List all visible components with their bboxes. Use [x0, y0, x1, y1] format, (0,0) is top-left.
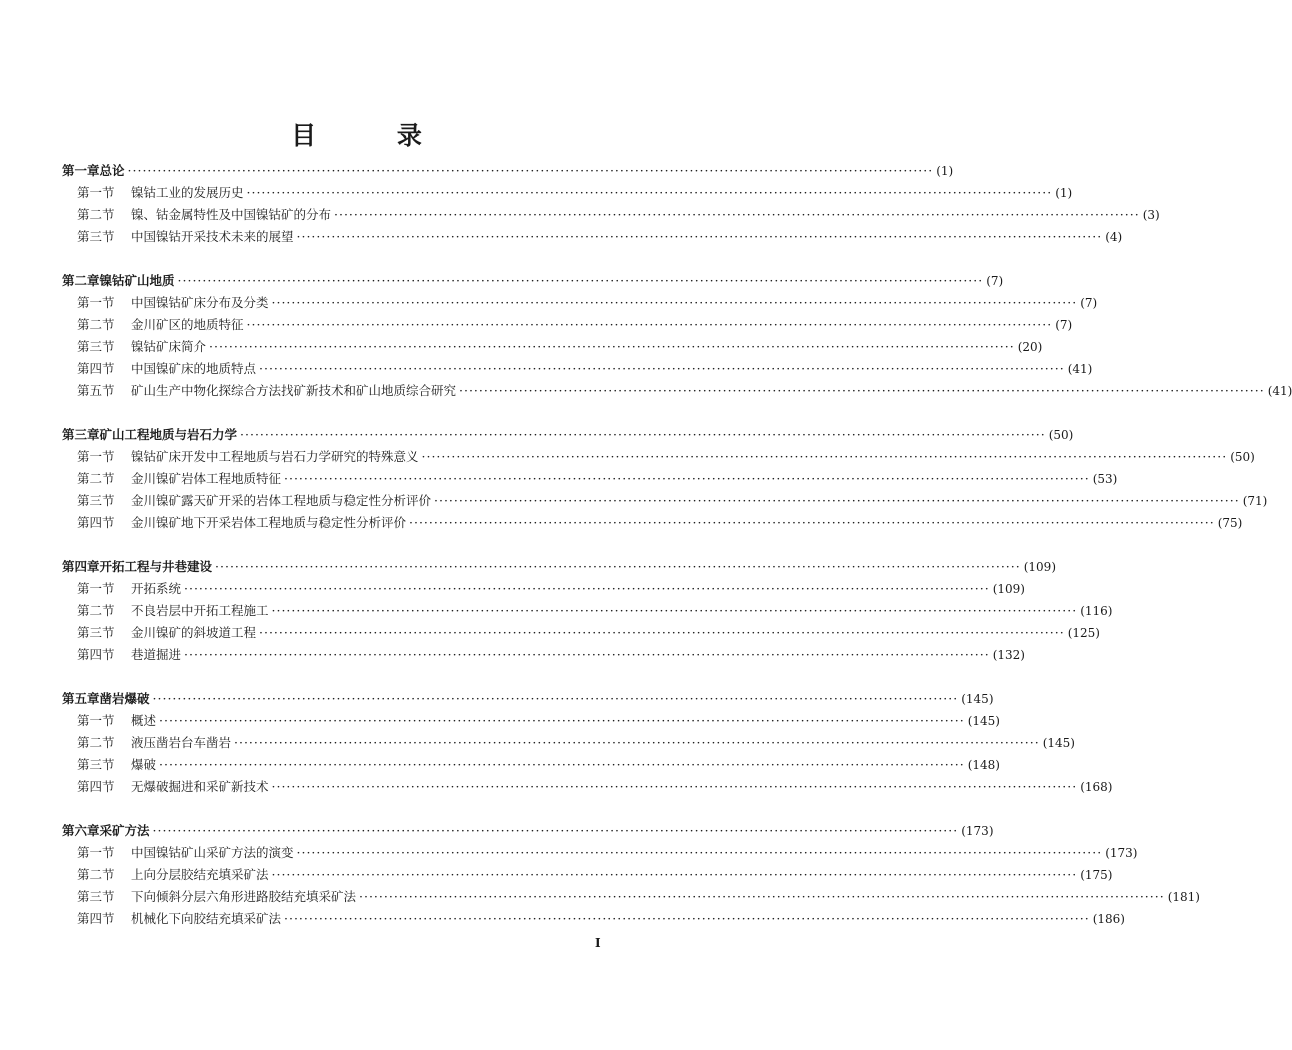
dot-leader — [272, 864, 1078, 886]
dot-leader — [334, 204, 1140, 226]
chapter-3 — [62, 424, 1268, 534]
dot-leader — [297, 226, 1103, 248]
section-entry[interactable] — [62, 732, 1075, 754]
section-entry[interactable] — [62, 490, 1268, 512]
section-title: 金川镍矿露天矿开采的岩体工程地质与稳定性分析评价 — [131, 493, 432, 508]
section-entry[interactable] — [62, 644, 1025, 666]
section-title: 镍、钴金属特性及中国镍钴矿的分布 — [131, 207, 332, 222]
chapter-heading[interactable] — [62, 688, 994, 710]
page-ref: (173) — [961, 824, 994, 838]
chapter-2 — [62, 270, 1292, 402]
section-title: 镍钴工业的发展历史 — [131, 185, 244, 200]
section-title: 开拓系统 — [131, 581, 182, 596]
section-title: 中国镍钴开采技术未来的展望 — [131, 229, 294, 244]
section-title: 镍钴矿床简介 — [131, 339, 207, 354]
dot-leader — [259, 358, 1065, 380]
dot-leader — [297, 842, 1103, 864]
section-number: 第一节 — [77, 713, 115, 728]
section-number: 第一节 — [77, 185, 115, 200]
page-number: I — [595, 936, 601, 950]
chapter-title: 矿山工程地质与岩石力学 — [99, 427, 238, 442]
section-entry[interactable] — [62, 842, 1138, 864]
section-title: 中国镍钴矿床分布及分类 — [131, 295, 269, 310]
section-number: 第二节 — [77, 603, 115, 618]
chapter-number: 第二章 — [62, 273, 100, 288]
section-number: 第四节 — [77, 911, 115, 926]
section-title: 矿山生产中物化探综合方法找矿新技术和矿山地质综合研究 — [131, 383, 457, 398]
section-title: 液压凿岩台车凿岩 — [131, 735, 232, 750]
section-entry[interactable] — [62, 754, 1000, 776]
section-title: 上向分层胶结充填采矿法 — [131, 867, 269, 882]
section-entry[interactable] — [62, 622, 1100, 644]
chapter-title: 镍钴矿山地质 — [99, 273, 175, 288]
dot-leader — [153, 688, 959, 710]
page-ref: (7) — [1055, 318, 1073, 332]
section-number: 第三节 — [77, 493, 115, 508]
section-entry[interactable] — [62, 314, 1073, 336]
section-entry[interactable] — [62, 710, 1000, 732]
section-number: 第三节 — [77, 229, 115, 244]
chapter-heading[interactable] — [62, 556, 1057, 578]
dot-leader — [209, 336, 1015, 358]
page-ref: (41) — [1067, 362, 1093, 376]
page-ref: (20) — [1017, 340, 1043, 354]
page-ref: (148) — [967, 758, 1000, 772]
chapter-title: 采矿方法 — [99, 823, 150, 838]
section-entry[interactable] — [62, 204, 1160, 226]
dot-leader — [247, 182, 1053, 204]
section-number: 第三节 — [77, 889, 115, 904]
section-entry[interactable] — [62, 578, 1025, 600]
section-title: 不良岩层中开拓工程施工 — [131, 603, 269, 618]
dot-leader — [159, 710, 965, 732]
dot-leader — [215, 556, 1021, 578]
section-number: 第二节 — [77, 867, 115, 882]
chapter-title: 总论 — [99, 163, 125, 178]
section-number: 第四节 — [77, 647, 115, 662]
section-number: 第二节 — [77, 207, 115, 222]
section-title: 机械化下向胶结充填采矿法 — [131, 911, 282, 926]
section-number: 第一节 — [77, 581, 115, 596]
section-title: 金川矿区的地质特征 — [131, 317, 244, 332]
section-entry[interactable] — [62, 292, 1098, 314]
section-number: 第五节 — [77, 383, 115, 398]
page-ref: (3) — [1142, 208, 1160, 222]
section-title: 金川镍矿岩体工程地质特征 — [131, 471, 282, 486]
page-ref: (50) — [1048, 428, 1074, 442]
section-number: 第三节 — [77, 625, 115, 640]
page-ref: (41) — [1267, 384, 1292, 398]
page-ref: (109) — [992, 582, 1025, 596]
chapter-title: 凿岩爆破 — [99, 691, 150, 706]
dot-leader — [272, 776, 1078, 798]
section-number: 第一节 — [77, 845, 115, 860]
section-title: 金川镍矿的斜坡道工程 — [131, 625, 257, 640]
section-title: 巷道掘进 — [131, 647, 182, 662]
chapter-heading[interactable] — [62, 424, 1074, 446]
dot-leader — [184, 578, 990, 600]
page-ref: (145) — [967, 714, 1000, 728]
section-entry[interactable] — [62, 600, 1113, 622]
section-title: 中国镍矿床的地质特点 — [131, 361, 257, 376]
dot-leader — [272, 600, 1078, 622]
section-entry[interactable] — [62, 468, 1118, 490]
page-ref: (1) — [936, 164, 954, 178]
section-number: 第二节 — [77, 317, 115, 332]
section-number: 第一节 — [77, 295, 115, 310]
section-number: 第二节 — [77, 471, 115, 486]
chapter-number: 第六章 — [62, 823, 100, 838]
dot-leader — [128, 160, 934, 182]
section-entry[interactable] — [62, 380, 1292, 402]
page-ref: (1) — [1055, 186, 1073, 200]
section-title: 中国镍钴矿山采矿方法的演变 — [131, 845, 294, 860]
page-ref: (175) — [1080, 868, 1113, 882]
chapter-number: 第五章 — [62, 691, 100, 706]
page-ref: (125) — [1067, 626, 1100, 640]
section-title: 金川镍矿地下开采岩体工程地质与稳定性分析评价 — [131, 515, 407, 530]
section-number: 第四节 — [77, 779, 115, 794]
chapter-heading[interactable] — [62, 270, 1004, 292]
page-ref: (50) — [1230, 450, 1255, 464]
chapter-title: 开拓工程与井巷建设 — [99, 559, 213, 574]
page-ref: (7) — [986, 274, 1004, 288]
chapter-4 — [62, 556, 1113, 666]
dot-leader — [284, 468, 1090, 490]
section-number: 第三节 — [77, 757, 115, 772]
dot-leader — [184, 644, 990, 666]
section-title: 镍钴矿床开发中工程地质与岩石力学研究的特殊意义 — [131, 449, 419, 464]
section-title: 下向倾斜分层六角形进路胶结充填采矿法 — [131, 889, 357, 904]
dot-leader — [234, 732, 1040, 754]
chapter-number: 第一章 — [62, 163, 100, 178]
dot-leader — [240, 424, 1046, 446]
dot-leader — [178, 270, 984, 292]
section-entry[interactable] — [62, 908, 1125, 930]
page-ref: (109) — [1023, 560, 1057, 574]
section-entry[interactable] — [62, 226, 1123, 248]
table-of-contents — [62, 160, 1292, 952]
page-ref: (4) — [1105, 230, 1123, 244]
dot-leader — [153, 820, 959, 842]
section-entry[interactable] — [62, 446, 1255, 468]
page-ref: (7) — [1080, 296, 1098, 310]
page-ref: (132) — [992, 648, 1025, 662]
section-entry[interactable] — [62, 776, 1113, 798]
section-title: 爆破 — [131, 757, 157, 772]
chapter-heading[interactable] — [62, 820, 994, 842]
chapter-number: 第三章 — [62, 427, 100, 442]
section-entry[interactable] — [62, 864, 1113, 886]
page-title: 目 录 — [291, 121, 458, 150]
page-ref: (116) — [1080, 604, 1113, 618]
section-entry[interactable] — [62, 358, 1093, 380]
section-number: 第三节 — [77, 339, 115, 354]
chapter-6 — [62, 820, 1200, 930]
chapter-heading[interactable] — [62, 160, 954, 182]
page-ref: (71) — [1242, 494, 1268, 508]
section-entry[interactable] — [62, 886, 1200, 908]
page-ref: (53) — [1092, 472, 1118, 486]
section-number: 第一节 — [77, 449, 115, 464]
dot-leader — [422, 446, 1228, 468]
dot-leader — [459, 380, 1265, 402]
chapter-5 — [62, 688, 1113, 798]
section-title: 概述 — [131, 713, 157, 728]
page-ref: (75) — [1217, 516, 1243, 530]
section-title: 无爆破掘进和采矿新技术 — [131, 779, 269, 794]
dot-leader — [247, 314, 1053, 336]
section-number: 第四节 — [77, 515, 115, 530]
dot-leader — [272, 292, 1078, 314]
section-entry[interactable] — [62, 512, 1243, 534]
dot-leader — [409, 512, 1215, 534]
page-ref: (145) — [961, 692, 994, 706]
page-ref: (181) — [1167, 890, 1200, 904]
section-number: 第二节 — [77, 735, 115, 750]
dot-leader — [434, 490, 1240, 512]
chapter-number: 第四章 — [62, 559, 100, 574]
page-ref: (186) — [1092, 912, 1125, 926]
dot-leader — [284, 908, 1090, 930]
chapter-1 — [62, 160, 1160, 248]
section-entry[interactable] — [62, 336, 1043, 358]
page-ref: (145) — [1042, 736, 1075, 750]
section-entry[interactable] — [62, 182, 1073, 204]
page-ref: (173) — [1105, 846, 1138, 860]
page-ref: (168) — [1080, 780, 1113, 794]
dot-leader — [259, 622, 1065, 644]
section-number: 第四节 — [77, 361, 115, 376]
dot-leader — [359, 886, 1165, 908]
dot-leader — [159, 754, 965, 776]
